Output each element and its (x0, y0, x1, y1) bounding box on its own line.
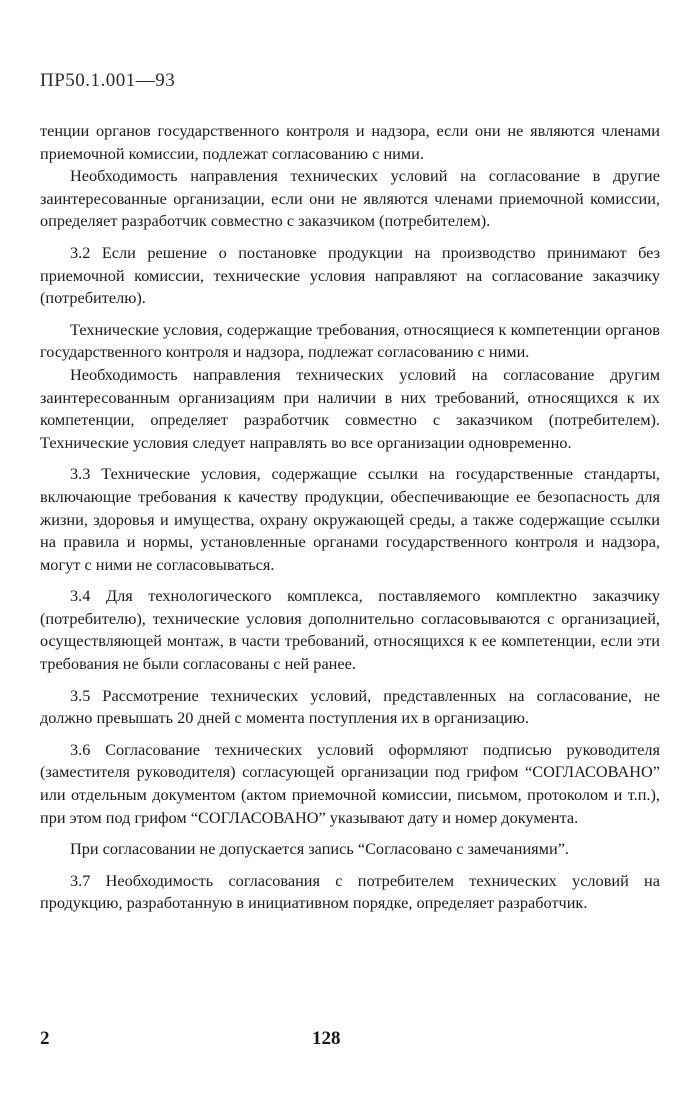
paragraph: Необходимость направления технических условий на согласование в другие заинтересованные организации, если они не являются членами приемочной комиссии, определяет разработчик совместно с заказчиком (потребителем). (40, 166, 660, 231)
sheet-number: 128 (312, 1028, 341, 1049)
document-code: ПР50.1.001—93 (40, 70, 176, 91)
clause-3-2: 3.2 Если решение о постановке продукции на производство принимают без приемочной комиссии, технические условия направляют на согласование заказчику (потребителю). (40, 242, 660, 308)
paragraph: Необходимость направления технических условий на согласование другим заинтересованным организациям при наличии в них требований, относящихся к их компетенции, определяет разработчик совместно с заказчиком (потребителем). Технические условия следует направлять во все организации одновременно. (40, 364, 660, 452)
clause-3-3: 3.3 Технические условия, содержащие ссылки на государственные стандарты, включающие требования к качеству продукции, обеспечивающие ее безопасность для жизни, здоровья и имущества, охрану окружающей среды, а также содержащие ссылки на правила и нормы, установленные органами государственного контроля и надзора, могут с ними не согласовываться. (40, 464, 660, 574)
clause-3-6: 3.6 Согласование технических условий оформляют подписью руководителя (заместителя руководителя) согласующей организации под грифом “СОГЛАСОВАНО” или отдельным документом (актом приемочной комиссии, письмом, протоколом и т.п.), при этом под грифом “СОГЛАСОВАНО” указывают дату и номер документа. (40, 739, 660, 827)
clause-3-4: 3.4 Для технологического комплекса, поставляемого комплектно заказчику (потребителю), технические условия дополнительно согласовываются с организацией, осуществляющей монтаж, в части требований, относящихся к ее компетенции, если эти требования не были согласованы с ней ранее. (40, 586, 660, 674)
page-number: 2 (40, 1028, 50, 1049)
paragraph: При согласовании не допускается запись “Согласовано с замечаниями”. (70, 839, 569, 859)
paragraph: Технические условия, содержащие требования, относящиеся к компетенции органов государственного контроля и надзора, подлежат согласованию с ними. (40, 319, 660, 362)
paragraph-continuation: тенции органов государственного контроля и надзора, если они не являются членами приемочной комиссии, подлежат согласованию с ними. (40, 121, 660, 163)
body-text (40, 120, 660, 915)
clause-3-7: 3.7 Необходимость согласования с потребителем технических условий на продукцию, разработанную в инициативном порядке, определяет разработчик. (40, 870, 660, 913)
clause-3-5: 3.5 Рассмотрение технических условий, представленных на согласование, не должно превышать 20 дней с момента поступления их в организацию. (40, 685, 660, 728)
